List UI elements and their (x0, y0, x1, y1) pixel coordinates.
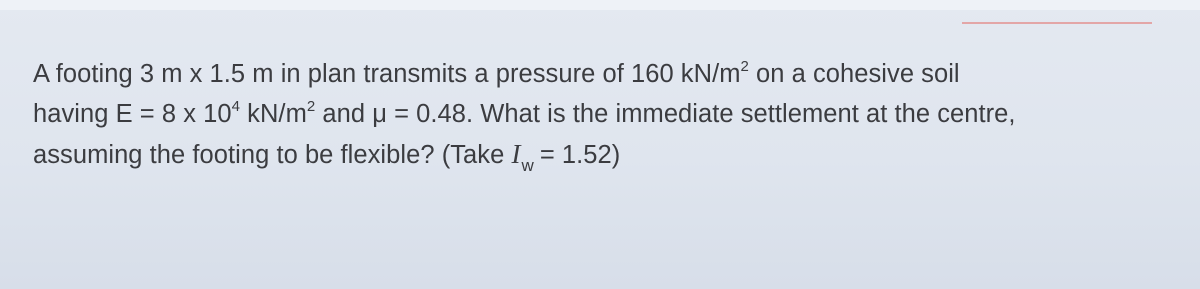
question-text (33, 54, 1183, 178)
line2-unit: kN/m (240, 100, 307, 128)
influence-factor-symbol: I (511, 139, 521, 169)
question-line-2 (33, 94, 1183, 134)
line2-exponent: 4 (231, 97, 241, 115)
influence-factor-subscript: w (521, 156, 534, 175)
line1-text-end: on a cohesive soil (748, 60, 960, 88)
line1-text: A footing 3 m x 1.5 m in plan transmits a pressure of 160 kN/m (33, 60, 741, 88)
line2-text-end: and μ = 0.48. What is the immediate settlement at the centre, (315, 100, 1016, 128)
line3-text: assuming the footing to be flexible? (Take (33, 141, 512, 169)
top-band (0, 0, 1200, 10)
question-line-3 (33, 134, 1183, 178)
question-line-1 (33, 54, 1183, 94)
line1-superscript: 2 (740, 57, 749, 75)
accent-underline (962, 22, 1152, 24)
line2-unit-superscript: 2 (306, 97, 316, 115)
line2-text: having E = 8 x 10 (33, 100, 232, 128)
line3-text-end: = 1.52) (539, 141, 621, 169)
